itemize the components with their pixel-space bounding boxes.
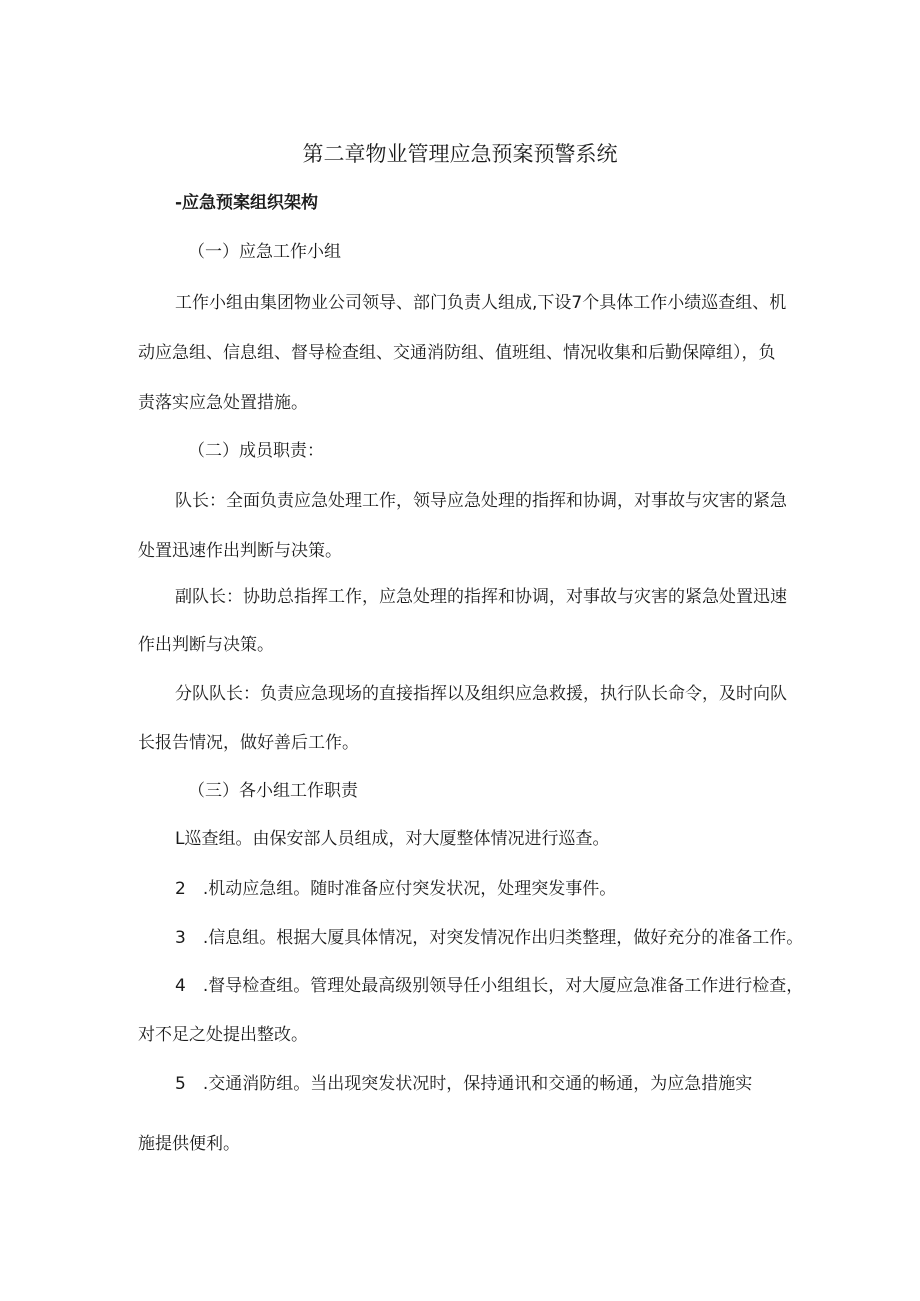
list-item-continuation: 施提供便利。 <box>138 1134 240 1154</box>
squad-captain-duty-line: 长报告情况，做好善后工作。 <box>138 733 359 753</box>
subsection-heading-2: （二）成员职责： <box>188 441 324 461</box>
paragraph-line: 动应急组、信息组、督导检查组、交通消防组、值班组、情况收集和后勤保障组），负 <box>138 343 776 363</box>
page-title: 第二章物业管理应急预案预警系统 <box>302 142 618 166</box>
squad-captain-duty-line: 分队队长：负责应急现场的直接指挥以及组织应急救援，执行队长命令，及时向队 <box>175 684 787 704</box>
paragraph-line: 工作小组由集团物业公司领导、部门负责人组成,下设7个具体工作小绩巡查组、机 <box>175 293 787 313</box>
list-item: 4 .督导检查组。管理处最高级别领导任小组组长，对大厦应急准备工作进行检查， <box>175 976 804 996</box>
vice-captain-duty-line: 副队长：协助总指挥工作，应急处理的指挥和协调，对事故与灾害的紧急处置迅速 <box>175 587 787 607</box>
captain-duty-line: 处置迅速作出判断与决策。 <box>138 541 342 561</box>
list-item: L巡查组。由保安部人员组成，对大厦整体情况进行巡查。 <box>175 829 610 849</box>
list-item: 5 .交通消防组。当出现突发状况时，保持通讯和交通的畅通，为应急措施实 <box>175 1074 753 1094</box>
list-item: 3 .信息组。根据大厦具体情况，对突发情况作出归类整理，做好充分的准备工作。 <box>175 928 804 948</box>
vice-captain-duty-line: 作出判断与决策。 <box>138 635 274 655</box>
subsection-heading-1: （一）应急工作小组 <box>188 242 341 262</box>
list-item-continuation: 对不足之处提出整改。 <box>138 1025 308 1045</box>
paragraph-line: 责落实应急处置措施。 <box>138 393 308 413</box>
section-heading: -应急预案组织架构 <box>175 193 319 213</box>
list-item: 2 .机动应急组。随时准备应付突发状况，处理突发事件。 <box>175 879 617 899</box>
subsection-heading-3: （三）各小组工作职责 <box>188 781 358 801</box>
captain-duty-line: 队长：全面负责应急处理工作，领导应急处理的指挥和协调，对事故与灾害的紧急 <box>175 491 787 511</box>
